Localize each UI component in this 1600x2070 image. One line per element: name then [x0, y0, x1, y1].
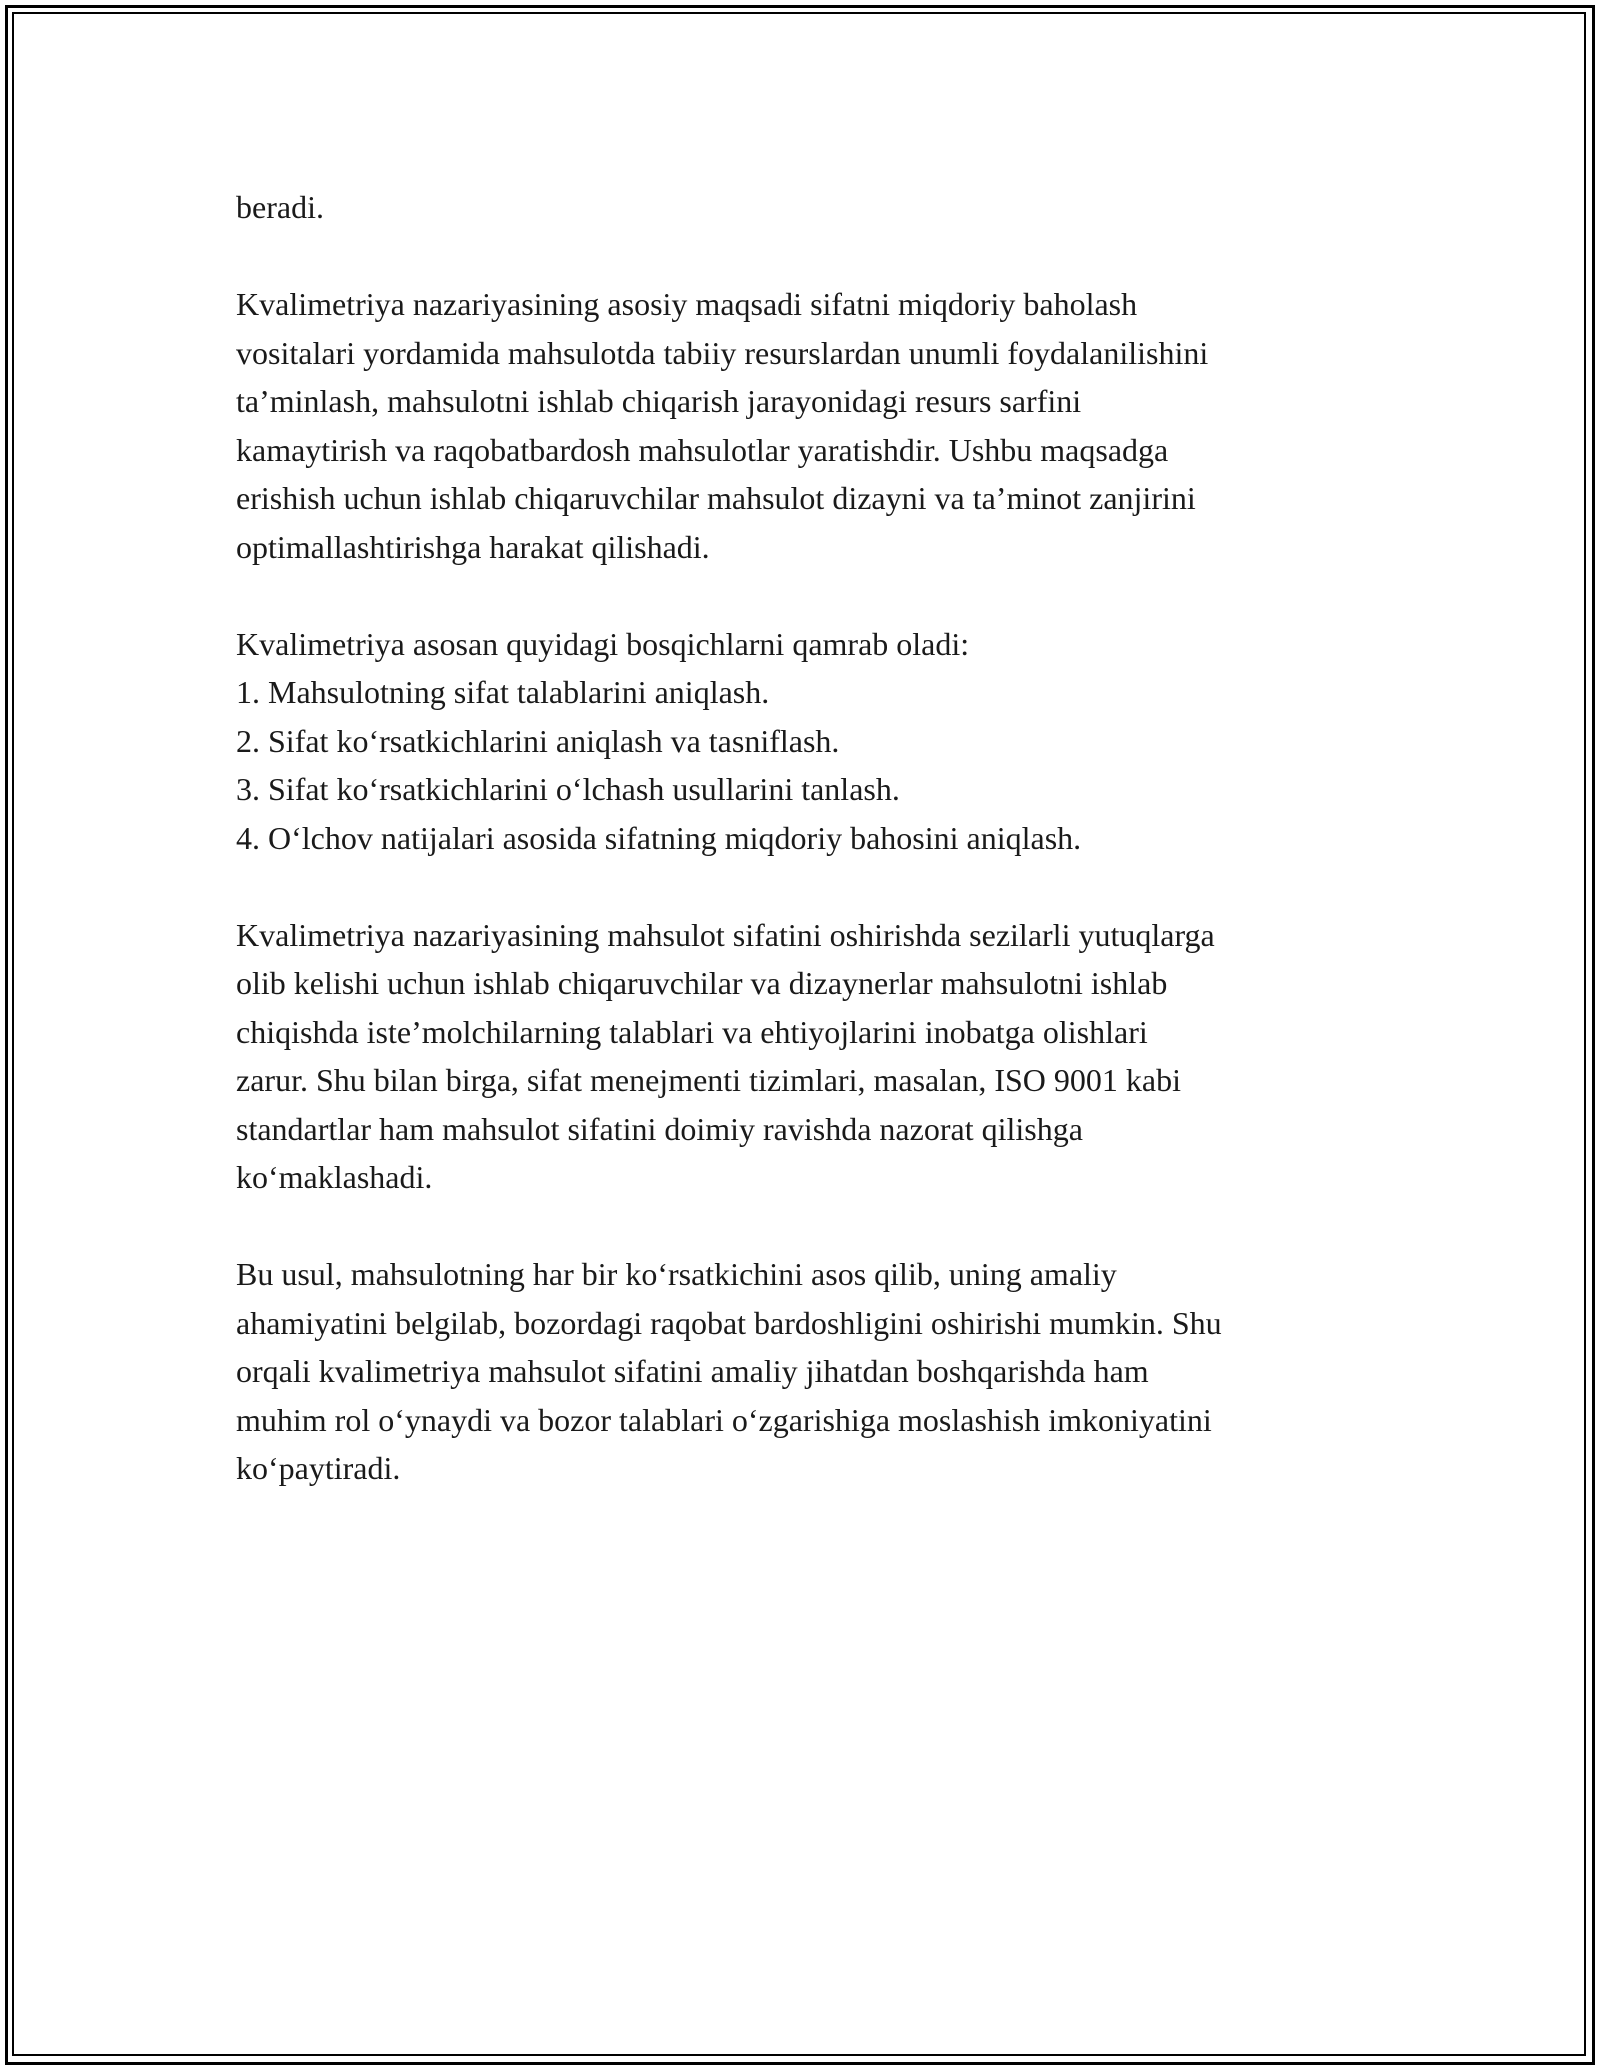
paragraph-stages-list: Kvalimetriya asosan quyidagi bosqichlarni qamrab oladi: 1. Mahsulotning sifat talablarini aniqlash. 2. Sifat ko‘rsatkichlarini aniqlash va tasniflash. 3. Sifat ko‘rsatkichlarini o‘lchash usullarini tanlash. 4. O‘lchov natijalari asosida sifatning miqdoriy bahosini aniqlash. — [236, 625, 1082, 856]
paragraph-spacer — [236, 232, 1376, 281]
paragraph-continuation: beradi. — [236, 189, 324, 225]
paragraph-spacer — [236, 862, 1376, 911]
paragraph-requirements: Kvalimetriya nazariyasining mahsulot sifatini oshirishda sezilarli yutuqlarga olib kelishi uchun ishlab chiqaruvchilar va dizaynerlar mahsulotni ishlab chiqishda iste’molchilarning talablari va ehtiyojlarini inobatga olishlari zarur. Shu bilan birga, sifat menejmenti tizimlari, masalan, ISO 9001 kabi standartlar ham mahsulot sifatini doimiy ravishda nazorat qilishga ko‘maklashadi. — [236, 916, 1215, 1195]
paragraph-purpose: Kvalimetriya nazariyasining asosiy maqsadi sifatni miqdoriy baholash vositalari yordamida mahsulotda tabiiy resurslardan unumli foydalanilishini ta’minlash, mahsulotni ishlab chiqarish jarayonidagi resurs sarfini kamaytirish va raqobatbardosh mahsulotlar yaratishdir. Ushbu maqsadga erishish uchun ishlab chiqaruvchilar mahsulot dizayni va ta’minot zanjirini optimallashtirishga harakat qilishadi. — [236, 286, 1209, 565]
paragraph-conclusion: Bu usul, mahsulotning har bir ko‘rsatkichini asos qilib, uning amaliy ahamiyatini belgilab, bozordagi raqobat bardoshligini oshirishi mumkin. Shu orqali kvalimetriya mahsulot sifatini amaliy jihatdan boshqarishda ham muhim rol o‘ynaydi va bozor talablari o‘zgarishiga moslashish imkoniyatini ko‘paytiradi. — [236, 1256, 1222, 1486]
paragraph-spacer — [236, 571, 1376, 620]
document-body — [236, 183, 1376, 1493]
paragraph-spacer — [236, 1202, 1376, 1251]
